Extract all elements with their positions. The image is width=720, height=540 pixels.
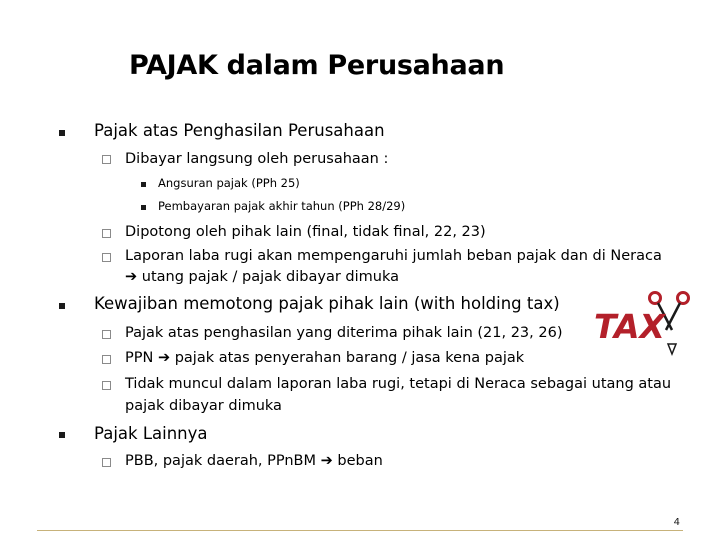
bullet-square-icon <box>141 182 146 187</box>
checkbox-bullet-icon <box>102 253 111 262</box>
bullet-square-icon <box>59 130 65 136</box>
arrow-right-icon: ➔ <box>320 453 333 469</box>
list-item <box>125 453 383 469</box>
bullet-square-icon <box>59 432 65 438</box>
section-heading: Pajak Lainnya <box>94 424 208 443</box>
page-number: 4 <box>673 517 680 528</box>
logo-text: TAX <box>594 307 665 346</box>
section-heading: Pajak atas Penghasilan Perusahaan <box>94 121 385 140</box>
list-item-text: PBB, pajak daerah, PPnBM <box>125 453 317 469</box>
checkbox-bullet-icon <box>102 458 111 467</box>
list-item: Laporan laba rugi akan mempengaruhi jumlah beban pajak dan di Neraca <box>125 248 662 264</box>
list-item-continuation <box>125 269 399 285</box>
list-item: Tidak muncul dalam laporan laba rugi, tetapi di Neraca sebagai utang atau <box>125 376 672 392</box>
list-item <box>125 350 524 366</box>
arrow-right-icon: ➔ <box>157 350 171 366</box>
sub-list-item: Angsuran pajak (PPh 25) <box>158 176 300 190</box>
list-item-text: PPN <box>125 350 154 366</box>
list-item: Dipotong oleh pihak lain (final, tidak final, 22, 23) <box>125 224 486 240</box>
bullet-square-icon <box>141 205 146 210</box>
checkbox-bullet-icon <box>102 355 111 364</box>
checkbox-bullet-icon <box>102 229 111 238</box>
checkbox-bullet-icon <box>102 155 111 164</box>
bullet-square-icon <box>59 303 65 309</box>
sub-list-item: Pembayaran pajak akhir tahun (PPh 28/29) <box>158 199 406 213</box>
checkbox-bullet-icon <box>102 330 111 339</box>
list-item: Dibayar langsung oleh perusahaan : <box>125 151 389 167</box>
list-item-text: utang pajak / pajak dibayar dimuka <box>141 269 399 285</box>
list-item: Pajak atas penghasilan yang diterima pihak lain (21, 23, 26) <box>125 325 563 341</box>
section-heading: Kewajiban memotong pajak pihak lain (with holding tax) <box>94 294 560 313</box>
list-item-text: pajak atas penyerahan barang / jasa kena pajak <box>174 350 525 366</box>
footer-divider <box>37 530 683 531</box>
tax-scissors-logo <box>592 288 698 364</box>
list-item-continuation: pajak dibayar dimuka <box>125 398 282 414</box>
list-item-text: beban <box>337 453 383 469</box>
arrow-right-icon: ➔ <box>125 269 138 285</box>
checkbox-bullet-icon <box>102 381 111 390</box>
slide-title: PAJAK dalam Perusahaan <box>129 50 505 81</box>
